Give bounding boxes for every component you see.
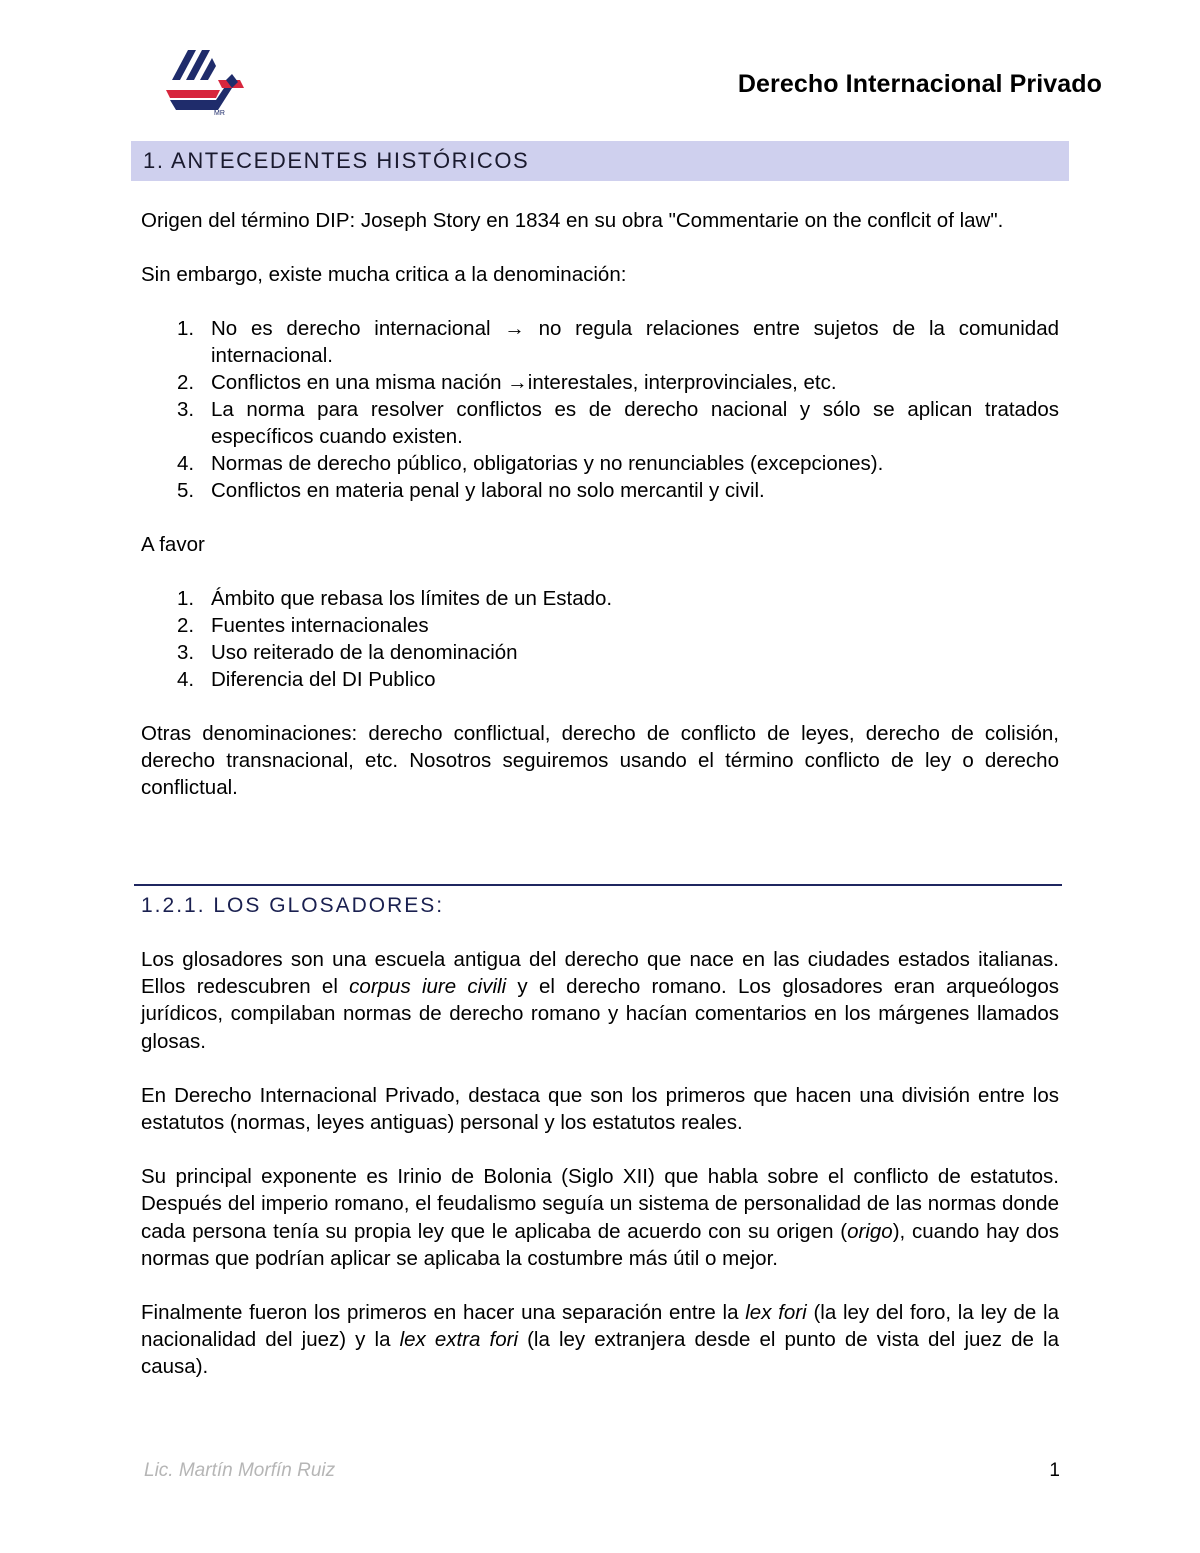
list-item: 4. Normas de derecho público, obligatorias y no renunciables (excepciones). (177, 452, 884, 475)
paragraph-glosadores: Los glosadores son una escuela antigua del derecho que nace en las ciudades estados italianas. Ellos redescubren el corpus iure civili y el derecho romano. Los glosadores eran arqueólogos jurídicos, compilaban normas de derecho romano y hacían comentarios en los márgenes llamados glosas. (141, 948, 1060, 1053)
list-item: 1. Ámbito que rebasa los límites de un Estado. (177, 587, 613, 610)
criticism-list (141, 315, 1059, 504)
paragraph-origin: Origen del término DIP: Joseph Story en 1834 en su obra "Commentarie on the conflcit of law". (141, 209, 1004, 232)
section-title: 1. ANTECEDENTES HISTÓRICOS (143, 148, 530, 173)
document-title: Derecho Internacional Privado (737, 70, 1102, 98)
university-logo-icon (162, 44, 244, 120)
arrow-right-icon: → (504, 317, 525, 340)
list-item: 3. Uso reiterado de la denominación (177, 641, 518, 664)
arrow-right-icon: → (507, 371, 528, 394)
paragraph-lex-fori: Finalmente fueron los primeros en hacer una separación entre la lex fori (la ley del foro, la ley de la nacionalidad del juez) y la lex extra fori (la ley extranjera desde el punto de vista del juez de la causa). (141, 1301, 1059, 1379)
page-number: 1 (1049, 1460, 1060, 1481)
list-item: 5. Conflictos en materia penal y laboral no solo mercantil y civil. (177, 479, 765, 502)
section-heading-bar (131, 141, 1069, 181)
favor-list (141, 585, 1059, 693)
paragraph-other-names: Otras denominaciones: derecho conflictual, derecho de conflicto de leyes, derecho de colisión, derecho transnacional, etc. Nosotros seguiremos usando el término conflicto de ley o derecho conflictual. (141, 722, 1059, 799)
paragraph-criticism-intro: Sin embargo, existe mucha critica a la denominación: (141, 263, 627, 286)
list-item: 2. Fuentes internacionales (177, 614, 429, 637)
logo-trademark: MR (214, 110, 225, 117)
paragraph-exponent: Su principal exponente es Irinio de Bolonia (Siglo XII) que habla sobre el conflicto de estatutos. Después del imperio romano, el feudalismo seguía un sistema de personalidad de las normas donde cada persona tenía su propia ley que le aplicaba de acuerdo con su origen (origo), cuando hay dos normas que podrían aplicar se aplicaba la costumbre más útil o mejor. (141, 1165, 1059, 1270)
footer-author: Lic. Martín Morfín Ruiz (144, 1460, 336, 1481)
section2-content (141, 946, 1059, 1381)
list-item: 3. La norma para resolver conflictos es de derecho nacional y sólo se aplican tratados específicos cuando existen. (177, 398, 1059, 448)
list-item: 4. Diferencia del DI Publico (177, 668, 436, 691)
subsection-title: 1.2.1. LOS GLOSADORES: (141, 894, 445, 917)
section-divider (134, 884, 1062, 886)
paragraph-favor-label: A favor (141, 533, 205, 556)
list-item: 2. Conflictos en una misma nación →interestales, interprovinciales, etc. (177, 371, 837, 394)
section1-content (141, 207, 1059, 801)
paragraph-division: En Derecho Internacional Privado, destaca que son los primeros que hacen una división entre los estatutos (normas, leyes antiguas) personal y los estatutos reales. (141, 1083, 1059, 1135)
list-item: 1. No es derecho internacional → no regula relaciones entre sujetos de la comunidad internacional. (177, 317, 1059, 367)
